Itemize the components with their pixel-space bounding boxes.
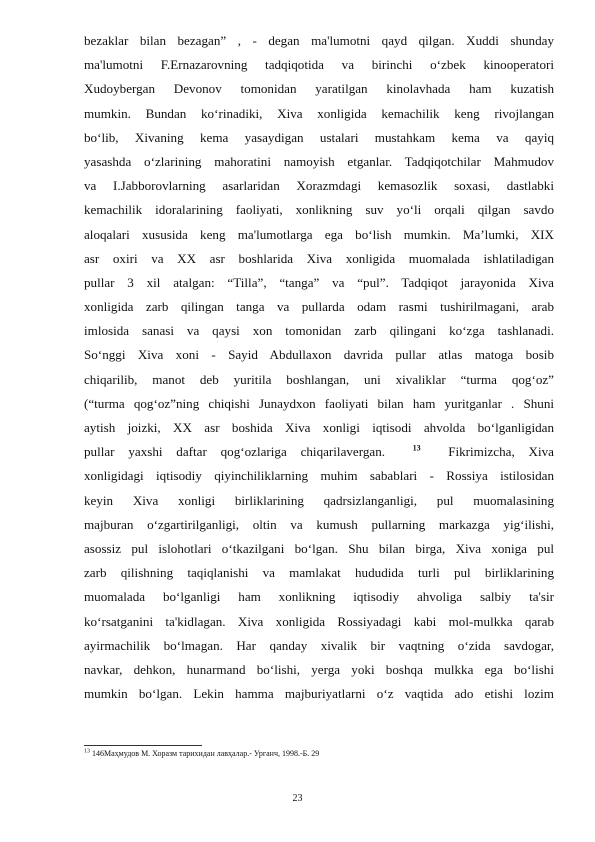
text-line-with-footnote bbox=[84, 440, 554, 464]
text-line: imlosida sanasi va qaysi xon tomonidan zarb qilingani ko‘zga tashlanadi. bbox=[84, 323, 554, 339]
text-line: ma'lumotni F.Ernazarovning tadqiqotida va birinchi o‘zbek kinooperatori bbox=[84, 57, 554, 73]
text-line: zarb qilishning taqiqlanishi va mamlakat hududida turli pul birliklarining bbox=[84, 565, 554, 581]
text-line: asr oxiri va XX asr boshlarida Xiva xonligida muomalada ishlatiladigan bbox=[84, 250, 554, 266]
text-segment: Fikrimizcha, Xiva bbox=[448, 444, 554, 460]
text-line: Xudoybergan Devonov tomonidan yaratilgan kinolavhada ham kuzatish bbox=[84, 81, 554, 97]
text-line: (“turma qog‘oz”ning chiqishi Junaydxon faoliyati bilan ham yuritganlar . Shuni bbox=[84, 395, 554, 411]
footnote-divider bbox=[84, 745, 202, 746]
footnote-reference[interactable]: 13 bbox=[412, 443, 421, 453]
text-line: chiqarilib, manot deb yuritila boshlangan, uni xivaliklar “turma qog‘oz” bbox=[84, 371, 554, 387]
text-line: xonligidagi iqtisodiy qiyinchiliklarning muhim sabablari - Rossiya istilosidan bbox=[84, 468, 554, 484]
text-line: mumkin. Bundan ko‘rinadiki, Xiva xonligida kemachilik keng rivojlangan bbox=[84, 105, 554, 121]
text-line: va I.Jabborovlarning asarlaridan Xorazmdagi kemasozlik soxasi, dastlabki bbox=[84, 178, 554, 194]
text-line: majburan o‘zgartirilganligi, oltin va kumush pullarning markazga yig‘ilishi, bbox=[84, 516, 554, 532]
text-line: bo‘lib, Xivaning kema yasaydigan ustalari mustahkam kema va qayiq bbox=[84, 129, 554, 145]
text-line: bezaklar bilan bezagan” , - degan ma'lumotni qayd qilgan. Xuddi shunday bbox=[84, 33, 554, 48]
page-number: 23 bbox=[292, 793, 303, 804]
text-line: ayirmachilik bo‘lmagan. Har qanday xivalik bir vaqtning o‘zida savdogar, bbox=[84, 637, 554, 653]
body-text bbox=[84, 29, 554, 706]
text-line: pullar 3 xil atalgan: “Tilla”, “tanga” va “pul”. Tadqiqot jarayonida Xiva bbox=[84, 274, 554, 290]
text-line: asossiz pul islohotlari o‘tkazilgani bo‘lgan. Shu bilan birga, Xiva xoniga pul bbox=[84, 540, 554, 556]
text-line: ko‘rsatganini ta'kidlagan. Xiva xonligida Rossiyadagi kabi mol-mulkka qarab bbox=[84, 613, 554, 629]
footnote-number: 13 bbox=[84, 748, 90, 755]
text-line: aytish joizki, XX asr boshida Xiva xonligi iqtisodi ahvolda bo‘lganligidan bbox=[84, 420, 554, 435]
text-line: mumkin bo‘lgan. Lekin hamma majburiyatlarni o‘z vaqtida ado etishi lozim bbox=[84, 686, 554, 702]
text-line: muomalada bo‘lganligi ham xonlikning iqtisodiy ahvoliga salbiy ta'sir bbox=[84, 589, 554, 605]
text-line: So‘nggi Xiva xoni - Sayid Abdullaxon davrida pullar atlas matoga bosib bbox=[84, 347, 554, 363]
text-line: xonligida zarb qilingan tanga va pullarda odam rasmi tushirilmagani, arab bbox=[84, 299, 554, 315]
text-line: kemachilik idoralarining faoliyati, xonlikning suv yo‘li orqali qilgan savdo bbox=[84, 202, 554, 218]
text-line: navkar, dehkon, hunarmand bo‘lishi, yerga yoki boshqa mulkka ega bo‘lishi bbox=[84, 661, 554, 677]
text-line: keyin Xiva xonligi birliklarining qadrsizlanganligi, pul muomalasining bbox=[84, 492, 554, 508]
text-segment: pullar yaxshi daftar qog‘ozlariga chiqarilavergan. bbox=[84, 444, 386, 460]
text-line: aloqalari xususida keng ma'lumotlarga ega bo‘lish mumkin. Ma’lumki, XIX bbox=[84, 226, 554, 242]
text-line: yasashda o‘zlarining mahoratini namoyish etganlar. Tadqiqotchilar Mahmudov bbox=[84, 153, 554, 169]
footnote bbox=[84, 749, 554, 759]
footnote-text: 146Маҳмудов М. Хоразм тарихидан лавҳалар.- Урганч, 1998.-Б. 29 bbox=[92, 749, 320, 758]
